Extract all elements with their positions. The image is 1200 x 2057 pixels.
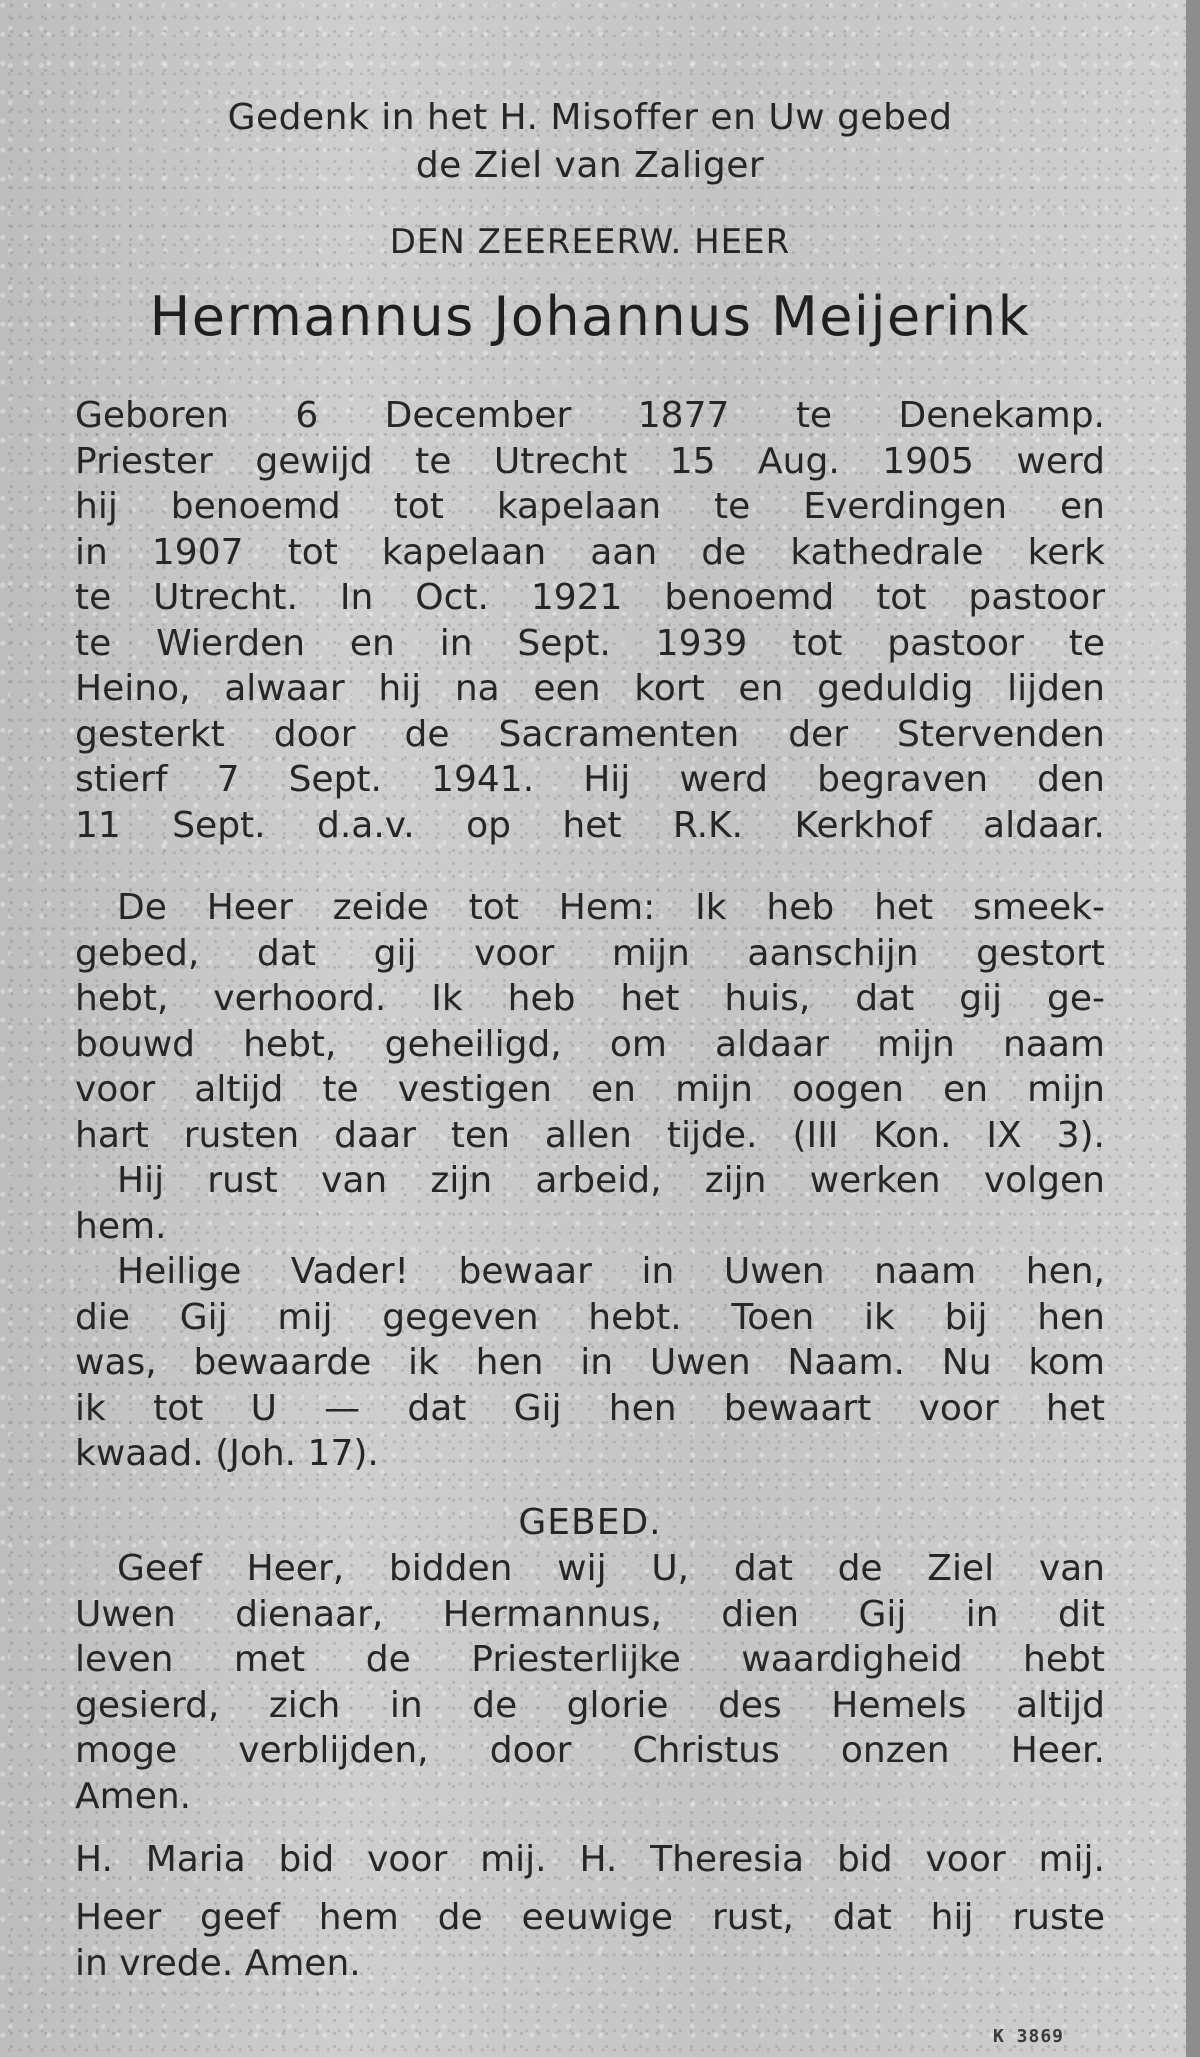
header-line-2: de Ziel van Zaliger <box>415 145 765 186</box>
quote-line: die Gij mij gegeven hebt. Toen ik bij hen <box>75 1296 1105 1338</box>
bio-line: hij benoemd tot kapelaan te Everdingen en <box>75 486 1105 527</box>
quote-line: voor altijd te vestigen en mijn oogen en mijn <box>75 1069 1105 1110</box>
header-line-1: Gedenk in het H. Misoffer en Uw gebed <box>227 97 953 138</box>
prayer-line: Geef Heer, bidden wij U, dat de Ziel van <box>117 1548 1105 1589</box>
biography <box>75 393 1105 848</box>
quote-line: bouwd hebt, geheiligd, om aldaar mijn naam <box>75 1023 1105 1065</box>
bio-line: gesterkt door de Sacramenten der Stervenden <box>75 713 1105 755</box>
bio-line: Heino, alwaar hij na een kort en geduldig lijden <box>75 668 1105 709</box>
honorific: DEN ZEEREERW. HEER <box>389 222 791 262</box>
quote-line: kwaad. (Joh. 17). <box>75 1433 379 1474</box>
quote-line: Heilige Vader! bewaar in Uwen naam hen, <box>117 1251 1105 1292</box>
final-prayer <box>75 1895 1105 1986</box>
quote-line: hebt, verhoord. Ik heb het huis, dat gij ge- <box>75 978 1105 1019</box>
quote-line: ik tot U — dat Gij hen bewaart voor het <box>75 1387 1105 1429</box>
bio-line: 11 Sept. d.a.v. op het R.K. Kerkhof aldaar. <box>75 804 1105 846</box>
prayer-line: moge verblijden, door Christus onzen Heer. <box>75 1730 1105 1771</box>
bio-line: Priester gewijd te Utrecht 15 Aug. 1905 werd <box>75 440 1105 482</box>
bio-line: te Utrecht. In Oct. 1921 benoemd tot pastoor <box>75 577 1105 618</box>
prayer-heading: GEBED. <box>518 1502 662 1543</box>
bio-line: in 1907 tot kapelaan aan de kathedrale kerk <box>75 531 1105 573</box>
deceased-name: Hermannus Johannus Meijerink <box>149 285 1031 348</box>
bio-line: stierf 7 Sept. 1941. Hij werd begraven den <box>75 759 1105 800</box>
bio-line: Geboren 6 December 1877 te Denekamp. <box>75 395 1105 436</box>
invocation-line: H. Maria bid voor mij. H. Theresia bid voor mij. <box>75 1839 1105 1880</box>
quote-line: De Heer zeide tot Hem: Ik heb het smeek- <box>117 887 1105 928</box>
quote-line: hem. <box>75 1205 167 1247</box>
bio-line: te Wierden en in Sept. 1939 tot pastoor te <box>75 622 1105 664</box>
scripture-quotes <box>75 885 1105 1477</box>
prayer-line: leven met de Priesterlijke waardigheid hebt <box>75 1639 1105 1680</box>
quote-line: was, bewaarde ik hen in Uwen Naam. Nu kom <box>75 1342 1105 1383</box>
final-prayer-line: in vrede. Amen. <box>75 1942 361 1984</box>
prayer <box>75 1546 1105 1819</box>
printer-code: K 3869 <box>993 2026 1065 2047</box>
prayer-line: Uwen dienaar, Hermannus, dien Gij in dit <box>75 1593 1105 1635</box>
invocation <box>75 1837 1105 1883</box>
prayer-line: Amen. <box>75 1775 192 1817</box>
quote-line: gebed, dat gij voor mijn aanschijn gestort <box>75 932 1105 974</box>
quote-line: Hij rust van zijn arbeid, zijn werken volgen <box>117 1160 1105 1201</box>
quote-line: hart rusten daar ten allen tijde. (III Kon. IX 3). <box>75 1114 1105 1156</box>
prayer-line: gesierd, zich in de glorie des Hemels altijd <box>75 1684 1105 1726</box>
final-prayer-line: Heer geef hem de eeuwige rust, dat hij ruste <box>75 1897 1105 1938</box>
